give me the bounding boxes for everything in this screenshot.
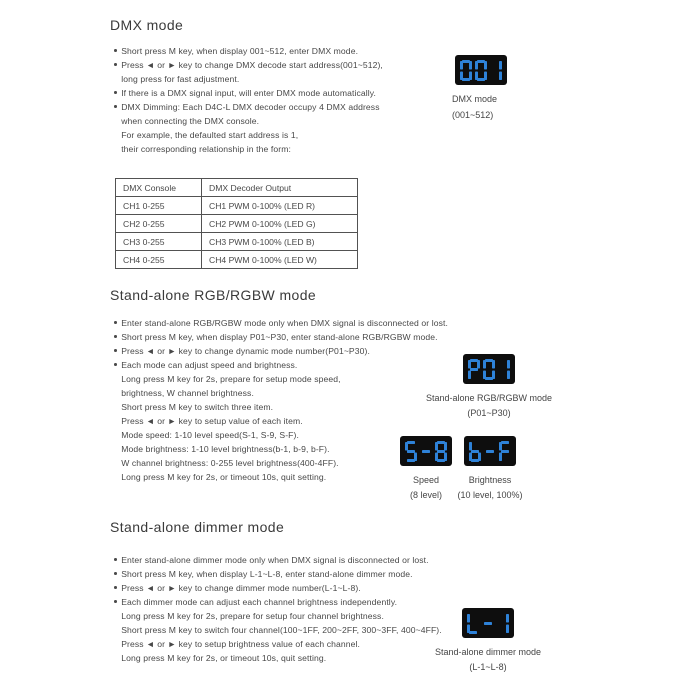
bullet-text: Long press M key for 2s, or timeout 10s, quit setting. bbox=[121, 472, 327, 482]
table-header-cell: DMX Decoder Output bbox=[202, 179, 358, 197]
bullet-text: Long press M key for 2s, or timeout 10s, quit setting. bbox=[121, 653, 327, 663]
section-title: Stand-alone dimmer mode bbox=[110, 519, 285, 535]
table-cell: CH3 PWM 0-100% (LED B) bbox=[202, 233, 358, 251]
bullet-continuation-line bbox=[110, 128, 383, 142]
bullet-continuation-line bbox=[110, 651, 442, 665]
table-cell: CH4 PWM 0-100% (LED W) bbox=[202, 251, 358, 269]
bullet-line bbox=[110, 316, 448, 330]
display-range-caption: (P01~P30) bbox=[467, 408, 511, 418]
seven-segment-digit bbox=[499, 441, 511, 462]
seven-segment-digit bbox=[467, 613, 479, 634]
table-cell: CH2 PWM 0-100% (LED G) bbox=[202, 215, 358, 233]
bullet-line bbox=[110, 86, 383, 100]
bullet-dot bbox=[114, 321, 117, 324]
bullet-line bbox=[110, 330, 448, 344]
bullet-continuation-line bbox=[110, 114, 383, 128]
table-cell: CH2 0-255 bbox=[116, 215, 202, 233]
section-standalone-dimmer-mode bbox=[110, 519, 442, 665]
bullet-text: when connecting the DMX console. bbox=[121, 116, 260, 126]
table-row bbox=[116, 251, 358, 269]
bullet-dot bbox=[114, 572, 117, 575]
table-body bbox=[116, 197, 358, 269]
seven-segment-digit bbox=[498, 359, 510, 380]
bullet-continuation-line bbox=[110, 400, 448, 414]
display-caption: DMX mode bbox=[452, 94, 498, 104]
bullet-dot bbox=[114, 600, 117, 603]
seven-segment-digit bbox=[482, 613, 494, 634]
bullet-line bbox=[110, 553, 442, 567]
dmx-address-table bbox=[115, 178, 358, 269]
bullet-line bbox=[110, 581, 442, 595]
bullet-text: Short press M key, when display 001~512, enter DMX mode. bbox=[121, 46, 359, 56]
bullet-line bbox=[110, 44, 383, 58]
display-range-caption: (8 level) bbox=[409, 490, 442, 500]
bullet-continuation-line bbox=[110, 637, 442, 651]
figure-brightness-display bbox=[434, 436, 546, 502]
bullet-text: Each mode can adjust speed and brightness. bbox=[121, 360, 298, 370]
bullet-text: Short press M key to switch four channel(100~1FF, 200~2FF, 300~3FF, 400~4FF). bbox=[121, 625, 442, 635]
bullet-text: Mode speed: 1-10 level speed(S-1, S-9, S-F). bbox=[121, 430, 299, 440]
bullet-continuation-line bbox=[110, 386, 448, 400]
seven-segment-digit bbox=[420, 441, 432, 462]
table-cell: CH3 0-255 bbox=[116, 233, 202, 251]
display-range-caption: (001~512) bbox=[452, 110, 494, 120]
seven-segment-digit bbox=[469, 441, 481, 462]
display-caption: Stand-alone dimmer mode bbox=[434, 647, 542, 657]
table-head bbox=[116, 179, 358, 197]
table-row bbox=[116, 233, 358, 251]
bullet-dot bbox=[114, 105, 117, 108]
figure-dimmer-display bbox=[402, 608, 574, 674]
bullet-continuation-line bbox=[110, 142, 383, 156]
display-range-caption: (L-1~L-8) bbox=[469, 662, 507, 672]
seven-segment-digit bbox=[497, 613, 509, 634]
seven-segment-display bbox=[455, 55, 507, 85]
bullet-text: Enter stand-alone dimmer mode only when DMX signal is disconnected or lost. bbox=[121, 555, 429, 565]
bullet-dot bbox=[114, 558, 117, 561]
bullet-text: Press ◄ or ► key to change DMX decode start address(001~512), bbox=[121, 60, 383, 70]
seven-segment-display bbox=[464, 436, 516, 466]
bullet-text: Long press M key for 2s, prepare for setup four channel brightness. bbox=[121, 611, 384, 621]
table-row bbox=[116, 215, 358, 233]
bullet-list bbox=[110, 44, 383, 156]
bullet-dot bbox=[114, 91, 117, 94]
bullet-text: Enter stand-alone RGB/RGBW mode only when DMX signal is disconnected or lost. bbox=[121, 318, 448, 328]
bullet-text: brightness, W channel brightness. bbox=[121, 388, 254, 398]
section-dmx-mode bbox=[110, 17, 383, 156]
bullet-text: Mode brightness: 1-10 level brightness(b-1, b-9, b-F). bbox=[121, 444, 330, 454]
section-title: Stand-alone RGB/RGBW mode bbox=[110, 287, 317, 303]
bullet-continuation-line bbox=[110, 609, 442, 623]
table-header-cell: DMX Console bbox=[116, 179, 202, 197]
bullet-dot bbox=[114, 49, 117, 52]
display-caption: Stand-alone RGB/RGBW mode bbox=[425, 393, 553, 403]
seven-segment-digit bbox=[405, 441, 417, 462]
seven-segment-display bbox=[463, 354, 515, 384]
bullet-line bbox=[110, 58, 383, 72]
bullet-text: If there is a DMX signal input, will enter DMX mode automatically. bbox=[121, 88, 376, 98]
bullet-continuation-line bbox=[110, 72, 383, 86]
bullet-text: Short press M key to switch three item. bbox=[121, 402, 274, 412]
seven-segment-digit bbox=[484, 441, 496, 462]
bullet-text: DMX Dimming: Each D4C-L DMX decoder occupy 4 DMX address bbox=[121, 102, 380, 112]
table-cell: CH1 0-255 bbox=[116, 197, 202, 215]
bullet-text: Press ◄ or ► key to change dimmer mode number(L-1~L-8). bbox=[121, 583, 361, 593]
bullet-continuation-line bbox=[110, 372, 448, 386]
bullet-list bbox=[110, 553, 442, 665]
bullet-text: Each dimmer mode can adjust each channel brightness independently. bbox=[121, 597, 398, 607]
bullet-text: For example, the defaulted start address is 1, bbox=[121, 130, 299, 140]
seven-segment-digit bbox=[460, 60, 472, 81]
bullet-line bbox=[110, 344, 448, 358]
bullet-text: Press ◄ or ► key to setup brightness value of each channel. bbox=[121, 639, 361, 649]
table-header-row bbox=[116, 179, 358, 197]
display-caption: Speed bbox=[412, 475, 440, 485]
bullet-line bbox=[110, 358, 448, 372]
bullet-text: W channel brightness: 0-255 level brightness(400-4FF). bbox=[121, 458, 339, 468]
bullet-line bbox=[110, 567, 442, 581]
figure-rgbw-display bbox=[403, 354, 575, 420]
table-row bbox=[116, 197, 358, 215]
bullet-line bbox=[110, 100, 383, 114]
display-range-caption: (10 level, 100%) bbox=[457, 490, 523, 500]
display-caption: Brightness bbox=[468, 475, 512, 485]
seven-segment-digit bbox=[468, 359, 480, 380]
seven-segment-digit bbox=[490, 60, 502, 81]
table-cell: CH4 0-255 bbox=[116, 251, 202, 269]
bullet-dot bbox=[114, 363, 117, 366]
bullet-dot bbox=[114, 335, 117, 338]
seven-segment-digit bbox=[483, 359, 495, 380]
table-cell: CH1 PWM 0-100% (LED R) bbox=[202, 197, 358, 215]
bullet-continuation-line bbox=[110, 414, 448, 428]
bullet-dot bbox=[114, 586, 117, 589]
bullet-text: Short press M key, when display P01~P30, enter stand-alone RGB/RGBW mode. bbox=[121, 332, 438, 342]
figure-dmx-display bbox=[452, 55, 532, 122]
bullet-text: Press ◄ or ► key to setup value of each item. bbox=[121, 416, 303, 426]
bullet-text: their corresponding relationship in the form: bbox=[121, 144, 291, 154]
bullet-text: long press for fast adjustment. bbox=[121, 74, 240, 84]
bullet-dot bbox=[114, 63, 117, 66]
bullet-dot bbox=[114, 349, 117, 352]
bullet-text: Long press M key for 2s, prepare for setup mode speed, bbox=[121, 374, 341, 384]
bullet-text: Short press M key, when display L-1~L-8, enter stand-alone dimmer mode. bbox=[121, 569, 413, 579]
bullet-continuation-line bbox=[110, 623, 442, 637]
seven-segment-display bbox=[462, 608, 514, 638]
bullet-line bbox=[110, 595, 442, 609]
section-title: DMX mode bbox=[110, 17, 184, 33]
seven-segment-digit bbox=[475, 60, 487, 81]
bullet-text: Press ◄ or ► key to change dynamic mode number(P01~P30). bbox=[121, 346, 370, 356]
